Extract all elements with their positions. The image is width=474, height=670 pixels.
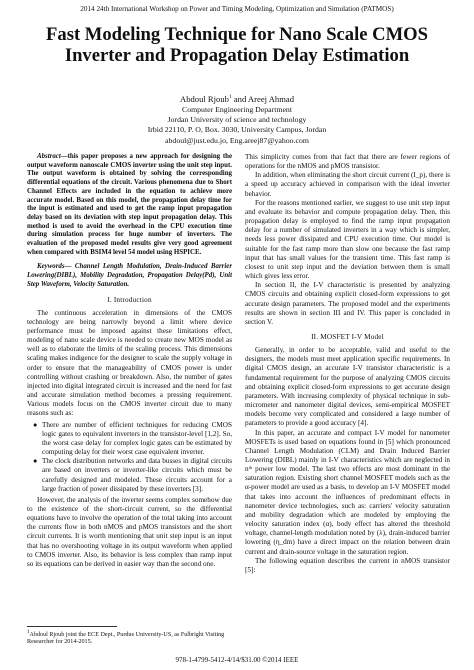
right-paragraph-3: For the reasons mentioned earlier, we suggest to use unit step input and evaluate its behavior and compute propagation delay. Then, this propagation delay is employed to find the ramp input propagation delay for a number of simulated inverters in a way which is simpler, needs less power dissipated and CPU execution time. Our model is suitable for the fast ramp more than slow one because the fast ramp input that has small values for the transient time. This fast ramp is closest to unit step input and the deviation between them is small which gives less error. xyxy=(245,198,450,281)
footnote-divider xyxy=(27,626,117,627)
keywords-label: Keywords xyxy=(37,263,65,271)
list-item xyxy=(33,457,232,494)
keywords-text: — Channel Length Modulation, Drain-Induced Barrier Lowering(DIBL), Mobility Degradation, Propagation Delay(Pd), Unit Step Waveform, Velocity Saturation. xyxy=(27,263,232,288)
footnote-text: Abdoul Rjoub joint the ECE Dept., Purdue University-US, as Fulbright Visiting Researcher for 2014-2015. xyxy=(27,632,225,646)
author-2: and Areej Ahmad xyxy=(231,93,294,104)
bullet-text: The clock distribution networks and data busses in digital circuits are based on inverters or inverter-like circuits which must be carefully designed and modeled. These circuits account for a large fraction of power dissipated by these inverters [3]. xyxy=(42,457,232,493)
paper-title xyxy=(10,24,464,66)
page-footer: 978-1-4799-5412-4/14/$31.00 ©2014 IEEE xyxy=(175,656,299,664)
author-names xyxy=(0,92,474,104)
left-column xyxy=(27,153,232,569)
list-item xyxy=(33,420,232,458)
author-department: Computer Engineering Department xyxy=(182,105,292,115)
right-paragraph-2: In addition, when eliminating the short circuit current (I_p), there is a speed up accuracy achieved in comparison with the ideal inverter behavior. xyxy=(245,171,450,198)
author-address: Irbid 22110, P. O, Box. 3030, University Campus, Jordan xyxy=(147,125,327,135)
author-footnote-marker: 1 xyxy=(228,94,232,100)
abstract-label: Abstract xyxy=(37,153,61,160)
keywords xyxy=(27,263,232,289)
conference-header: 2014 24th International Workshop on Power and Timing Modeling, Optimization and Simulation (PATMOS) xyxy=(80,5,394,13)
bullet-icon: ● xyxy=(33,420,38,429)
author-block xyxy=(0,92,474,146)
author-1: Abdoul Rjoub xyxy=(180,93,229,104)
right-paragraph-4: In section II, the I-V characteristic is presented by analyzing CMOS circuits and obtaining explicit closed-form expressions to get accurate design parameters. The proposed model and the experiments results are shown in section III and IV. This paper is concluded in section V. xyxy=(245,281,450,326)
bullet-icon: ● xyxy=(33,457,38,466)
author-university: Jordan University of science and technology xyxy=(167,115,307,125)
right-paragraph-1: This simplicity comes from that fact that there are fewer regions of operations for the nMOS and pMOS transistor. xyxy=(245,153,450,171)
section-1-bullet-list xyxy=(27,421,232,494)
title-line-1: Fast Modeling Technique for Nano Scale CMOS xyxy=(46,24,428,45)
footnote xyxy=(27,629,232,647)
bullet-text: There are number of efficient techniques for reducing CMOS logic gates to equivalent inverters in the transistor-level [1,2]. So, the worst case delay for complex logic gates can be estimated by computing delay for their worst case equivalent inverter. xyxy=(42,420,232,457)
abstract xyxy=(27,153,232,257)
section-2-heading: II. MOSFET I-V Model xyxy=(311,332,384,341)
footnote-marker: 1 xyxy=(27,629,30,635)
section-1-heading: I. Introduction xyxy=(107,295,152,304)
abstract-text: —this paper proposes a new approach for designing the output waveform nanoscale CMOS inverter using the unit step input. The output waveform is obtained by solving the corresponding differential equations of the circuit. Various phenomena due to Short Channel Effects are included in the equation to achieve more accurate model. Based on this model, the propagation delay time for the input is estimated and used to get the ramp input propagation delay based on its deviation with step input propagation delay. This method is used to avoid the overhead in the CPU execution time during simulation process for huge number of inverters. The evaluation of the proposed model results give very good agreement when compared with BSIM4 level 54 model using HSPICE. xyxy=(27,153,232,256)
section-2-paragraph-2: In this paper, an accurate and compact I-V model for nanometer MOSFETs is used based on equations found in [5] which pronounced Channel Length Modulation (CLM) and Drain Induced Barrier Lowering (DIBL) mainly in I-V characteristics which are neglected in nᵗʰ power low model. The last two effects are most dominant in the saturation region. Existing short channel MOSFET models such as the α-power model are used as a basis, to develop an I-V MOSFET model that takes into account the influences of predominant effects in nanometer device technologies, such as: carriers' velocity saturation and mobility degradation which are modeled by employing the velocity saturation index (α), body effect has altered the threshold voltage, channel-length modulation noted by (λ), drain-induced barrier lowering (η_dm) have a direct impact on the relation between drain current and drain-source voltage in the saturation region. xyxy=(245,428,450,556)
section-2-paragraph-1: Generally, in order to be acceptable, valid and useful to the designers, the models must meet application specific requirements. In digital CMOS design, an accurate I-V transistor characteristic is a fundamental requirement for the purpose of analyzing CMOS circuits and obtaining explicit closed-form expressions to get accurate design parameters. With increasing complexity of physical technique in sub-micrometer and nanometer digital devices, semi-empirical MOSFET models become very complicated and considered a large number of parameters to provide a good accuracy [4]. xyxy=(245,346,450,428)
title-line-2: Inverter and Propagation Delay Estimation xyxy=(64,45,410,66)
section-1-paragraph-2: However, the analysis of the inverter seems complex somehow due to the existence of the short-circuit current, so the differential equations have to involve the operation of the total taking into account the currents flow in both nMOS and pMOS transistors and the short circuit currents. It is worth mentioning that unit step input is an input that has no overshooting voltage in its output waveform when applied to CMOS inverter. Also, its behavior is less complex than ramp input so its equations can be derived in easier way than the second one. xyxy=(27,495,232,568)
author-emails: abdoul@just.edu.jo, Eng.areej87@yahoo.com xyxy=(165,135,309,145)
right-column xyxy=(245,153,450,575)
section-2-paragraph-3: The following equation describes the current in nMOS transistor [5]: xyxy=(245,556,450,574)
section-1-paragraph-1: The continuous acceleration in dimensions of the CMOS technology are being narrowly beyond a limit where device performance must be imposed against these limitations effect, modeling of nano scale device is needed to create new MOS model as well as to elaborate the limits of the scaling process. This dimensions scaling makes indigence for the designer to scale the supply voltage in order to ensure that the manageability of CMOS power is under controlling without crashing or breakdown. Also, the number of gates injected into digital integrated circuit is increased and the need for fast and accurate simulation method becomes a pressing requirement. Various models focus on the CMOS inverter circuit due to many reasons such as: xyxy=(27,308,232,418)
